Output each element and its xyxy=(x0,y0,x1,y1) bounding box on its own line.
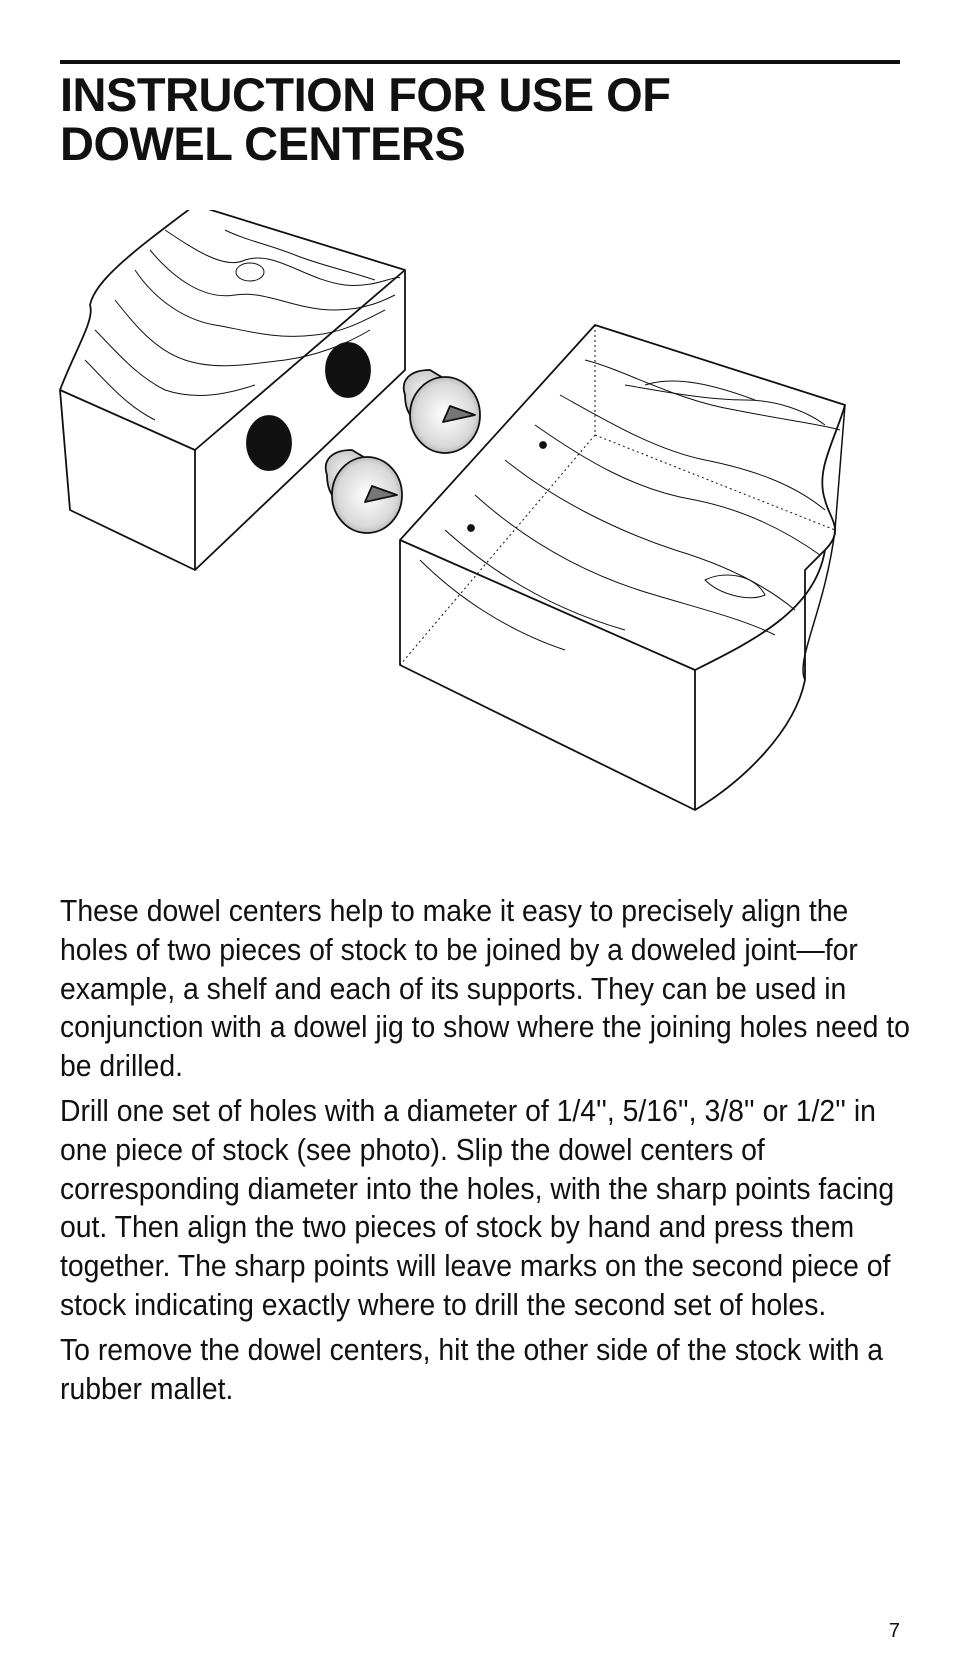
dowel-hole-lower xyxy=(247,416,291,470)
page-number: 7 xyxy=(888,1620,900,1642)
top-rule xyxy=(60,60,900,64)
title-line-2: DOWEL CENTERS xyxy=(60,117,466,170)
paragraph-remove: To remove the dowel centers, hit the other side of the stock with a rubber mallet. xyxy=(60,1332,884,1406)
dowel-center-upper xyxy=(404,370,480,453)
dowel-hole-upper xyxy=(326,343,370,397)
paragraph-intro: These dowel centers help to make it easy to precisely align the holes of two pieces of stock to be joined by a doweled joint—for example, a shelf and each of its supports. They can be used in conjunction with a dowel jig to show where the joining holes need to be drilled. xyxy=(60,894,910,1084)
dowel-center-lower xyxy=(326,450,402,533)
center-mark-lower xyxy=(468,525,474,531)
dowel-centers-illustration xyxy=(55,210,915,870)
center-mark-upper xyxy=(540,442,546,448)
page-title xyxy=(60,70,900,168)
instructions-body xyxy=(60,892,910,1414)
title-line-1: INSTRUCTION FOR USE OF xyxy=(60,68,671,121)
paragraph-drill: Drill one set of holes with a diameter of 1/4'', 5/16'', 3/8'' or 1/2'' in one piece of stock (see photo). Slip the dowel centers of corresponding diameter into the holes, with the sharp points facing out. Then align the two pieces of stock by hand and press them together. The sharp points will leave marks on the second piece of stock indicating exactly where to drill the second set of holes. xyxy=(60,1093,895,1322)
